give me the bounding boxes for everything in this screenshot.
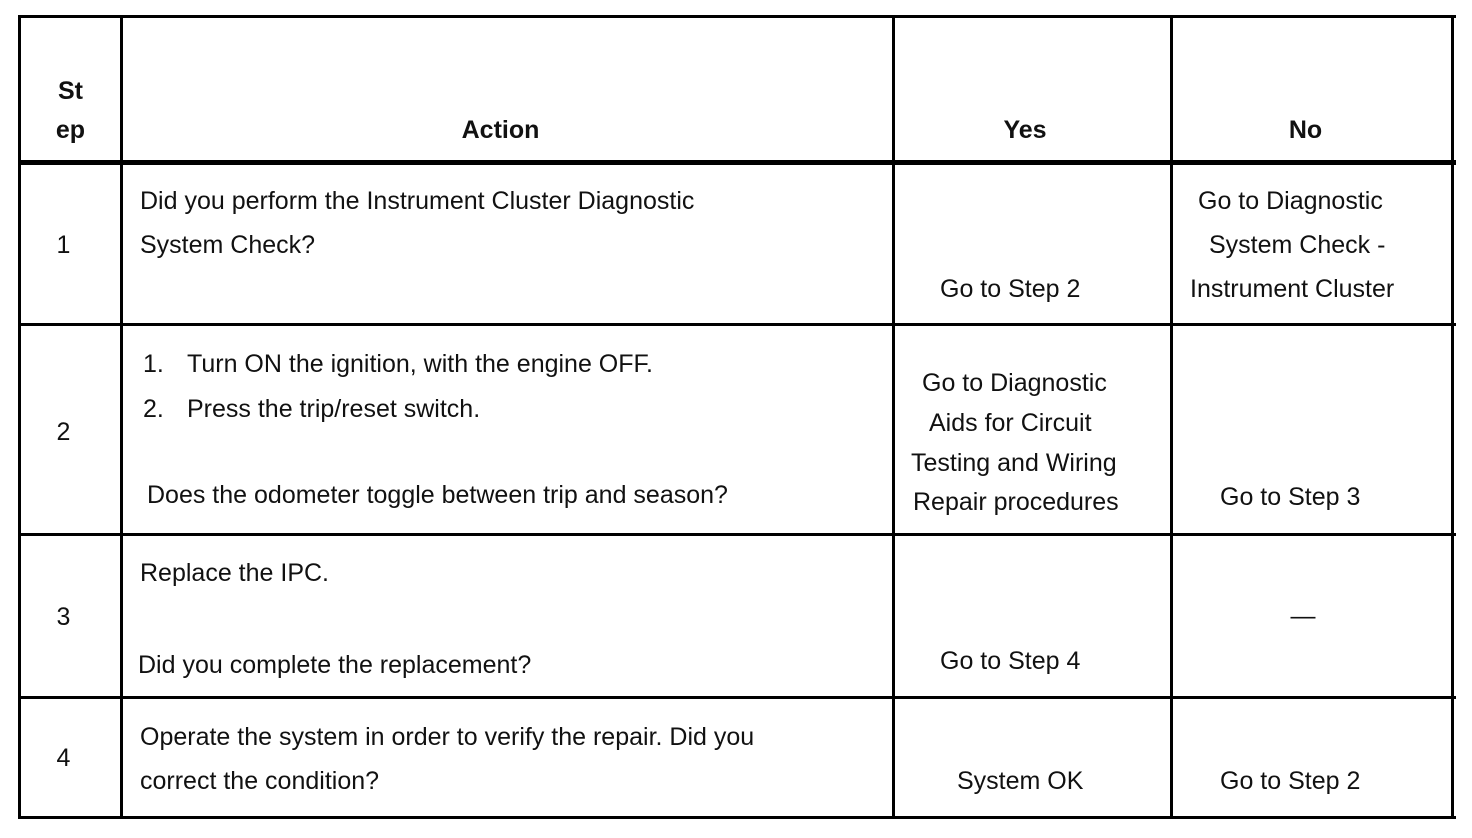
table-border-top (18, 15, 1456, 18)
row-separator-2 (18, 533, 1456, 536)
action-text: Replace the IPC. (140, 559, 329, 587)
action-text: Operate the system in order to verify the repair. Did you (140, 723, 755, 751)
yes-result: Aids for Circuit (929, 409, 1092, 437)
header-separator (18, 160, 1456, 165)
row-separator-3 (18, 696, 1456, 699)
no-result: Go to Step 2 (1220, 767, 1361, 795)
list-number: 2. (143, 395, 164, 423)
action-text: System Check? (140, 231, 316, 259)
action-question: Does the odometer toggle between trip and season? (147, 481, 728, 509)
no-result: Go to Step 3 (1220, 483, 1361, 511)
header-no: No (1288, 116, 1323, 144)
no-result: Go to Diagnostic (1198, 187, 1383, 215)
yes-result: Go to Step 2 (940, 275, 1081, 303)
action-question: Did you complete the replacement? (138, 651, 532, 679)
no-result: Instrument Cluster (1190, 275, 1395, 303)
action-text: Did you perform the Instrument Cluster Diagnostic (140, 187, 695, 215)
table-border-right (1451, 15, 1454, 819)
table-border-bottom (18, 816, 1456, 819)
header-action: Action (461, 116, 540, 144)
yes-result: Go to Diagnostic (922, 369, 1107, 397)
yes-result: System OK (957, 767, 1084, 795)
header-yes: Yes (1003, 116, 1047, 144)
row-separator-1 (18, 323, 1456, 326)
step-number: 2 (56, 418, 71, 446)
no-result: System Check - (1209, 231, 1386, 259)
no-result: — (1290, 602, 1316, 630)
yes-result: Repair procedures (913, 488, 1119, 516)
header-step-line1: St (58, 77, 83, 105)
list-item: Turn ON the ignition, with the engine OFF. (187, 350, 653, 378)
step-number: 1 (56, 231, 71, 259)
list-item: Press the trip/reset switch. (187, 395, 481, 423)
action-text: correct the condition? (140, 767, 380, 795)
list-number: 1. (143, 350, 164, 378)
step-number: 4 (56, 744, 71, 772)
yes-result: Go to Step 4 (940, 647, 1081, 675)
yes-result: Testing and Wiring (911, 449, 1117, 477)
header-step-line2: ep (55, 116, 86, 144)
step-number: 3 (56, 603, 71, 631)
